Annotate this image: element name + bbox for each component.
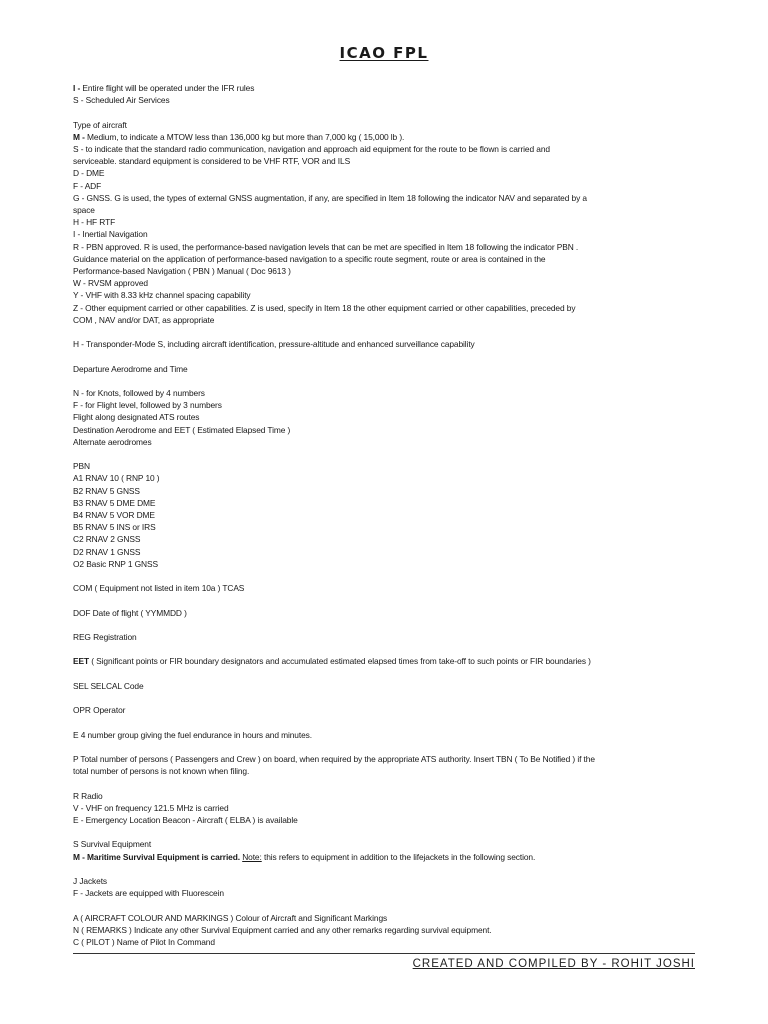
text-line: COM , NAV and/or DAT, as appropriate	[73, 314, 215, 325]
text-line: V - VHF on frequency 121.5 MHz is carried	[73, 802, 229, 813]
text-line: OPR Operator	[73, 705, 126, 716]
text-line: Z - Other equipment carried or other capabilities. Z is used, specify in Item 18 the other equipment carried or other capabilities, preceded by	[73, 302, 576, 313]
text-line: B5 RNAV 5 INS or IRS	[73, 522, 156, 533]
text-line: A1 RNAV 10 ( RNP 10 )	[73, 473, 160, 484]
text-line: serviceable. standard equipment is considered to be VHF RTF, VOR and ILS	[73, 156, 351, 167]
text-line: S Survival Equipment	[73, 839, 152, 850]
text-line	[73, 131, 698, 143]
text-bold: M -	[73, 131, 85, 142]
text-line: S - to indicate that the standard radio communication, navigation and approach aid equipment for the route to be flown is carried and	[73, 144, 550, 154]
text-line: E 4 number group giving the fuel endurance in hours and minutes.	[73, 729, 312, 740]
text-line: B4 RNAV 5 VOR DME	[73, 510, 155, 521]
text-span: Entire flight will be operated under the IFR rules	[80, 83, 255, 93]
text-line: S - Scheduled Air Services	[73, 95, 170, 106]
text-line: R Radio	[73, 790, 103, 801]
page-title: ICAO FPL	[339, 44, 429, 62]
text-line: W - RVSM approved	[73, 278, 148, 289]
text-span: this refers to equipment in addition to the lifejackets in the following section.	[261, 851, 536, 862]
text-line: E - Emergency Location Beacon - Aircraft ( ELBA ) is available	[73, 814, 298, 825]
text-line: O2 Basic RNP 1 GNSS	[73, 558, 158, 569]
text-span: ( Significant points or FIR boundary designators and accumulated estimated elapsed times from take-off to such points or FIR boundaries )	[89, 656, 591, 667]
text-line: F - for Flight level, followed by 3 numbers	[73, 400, 222, 411]
text-line	[73, 82, 698, 94]
text-line: Flight along designated ATS routes	[73, 412, 200, 423]
footer-divider	[73, 953, 695, 954]
text-line: A ( AIRCRAFT COLOUR AND MARKINGS ) Colour of Aircraft and Significant Markings	[73, 912, 388, 923]
text-line: C2 RNAV 2 GNSS	[73, 534, 141, 545]
text-line: Y - VHF with 8.33 kHz channel spacing capability	[73, 290, 251, 301]
text-line: G - GNSS. G is used, the types of external GNSS augmentation, if any, are specified in Item 18 following the indicator NAV and separated by a	[73, 192, 587, 203]
text-line: B2 RNAV 5 GNSS	[73, 485, 140, 496]
text-line: total number of persons is not known when filing.	[73, 766, 250, 777]
text-line: Guidance material on the application of performance-based navigation to a specific route segment, route or area is contained in the	[73, 253, 546, 264]
text-underline: Note:	[242, 851, 262, 862]
footer-credit: CREATED AND COMPILED BY - ROHIT JOSHI	[412, 958, 695, 970]
text-line: B3 RNAV 5 DME DME	[73, 497, 156, 508]
text-line: SEL SELCAL Code	[73, 680, 144, 691]
text-line	[73, 655, 698, 667]
text-line	[73, 851, 698, 863]
document-body	[73, 82, 698, 948]
text-line: D - DME	[73, 168, 105, 179]
text-line: REG Registration	[73, 632, 137, 643]
text-line: Type of aircraft	[73, 119, 127, 130]
text-bold: I -	[73, 83, 81, 93]
text-line: PBN	[73, 461, 90, 472]
text-line: J Jackets	[73, 875, 108, 886]
text-line: H - Transponder-Mode S, including aircraft identification, pressure-altitude and enhanced surveillance capability	[73, 339, 475, 350]
text-line: space	[73, 205, 95, 216]
text-line: H - HF RTF	[73, 217, 116, 228]
text-line: N - for Knots, followed by 4 numbers	[73, 388, 205, 399]
text-line: Departure Aerodrome and Time	[73, 363, 188, 374]
text-line: I - Inertial Navigation	[73, 229, 148, 240]
text-line: P Total number of persons ( Passengers and Crew ) on board, when required by the appropriate ATS authority. Insert TBN ( To Be Notified ) if the	[73, 753, 595, 764]
text-line: Performance-based Navigation ( PBN ) Manual ( Doc 9613 )	[73, 266, 291, 277]
text-line: Destination Aerodrome and EET ( Estimated Elapsed Time )	[73, 424, 291, 435]
text-line: COM ( Equipment not listed in item 10a ) TCAS	[73, 583, 245, 594]
text-bold: EET	[73, 656, 89, 667]
text-line: R - PBN approved. R is used, the performance-based navigation levels that can be met are specified in Item 18 following the indicator PBN .	[73, 241, 579, 252]
text-line: F - ADF	[73, 180, 102, 191]
text-bold: M - Maritime Survival Equipment is carried.	[73, 851, 243, 862]
text-span: Medium, to indicate a MTOW less than 136,000 kg but more than 7,000 kg ( 15,000 lb ).	[84, 131, 405, 142]
text-line: F - Jackets are equipped with Fluorescein	[73, 888, 224, 899]
text-line: D2 RNAV 1 GNSS	[73, 546, 141, 557]
text-line: DOF Date of flight ( YYMMDD )	[73, 607, 187, 618]
text-line: N ( REMARKS ) Indicate any other Survival Equipment carried and any other remarks regarding survival equipment.	[73, 924, 492, 935]
text-line: Alternate aerodromes	[73, 436, 152, 447]
text-line: C ( PILOT ) Name of Pilot In Command	[73, 936, 215, 947]
